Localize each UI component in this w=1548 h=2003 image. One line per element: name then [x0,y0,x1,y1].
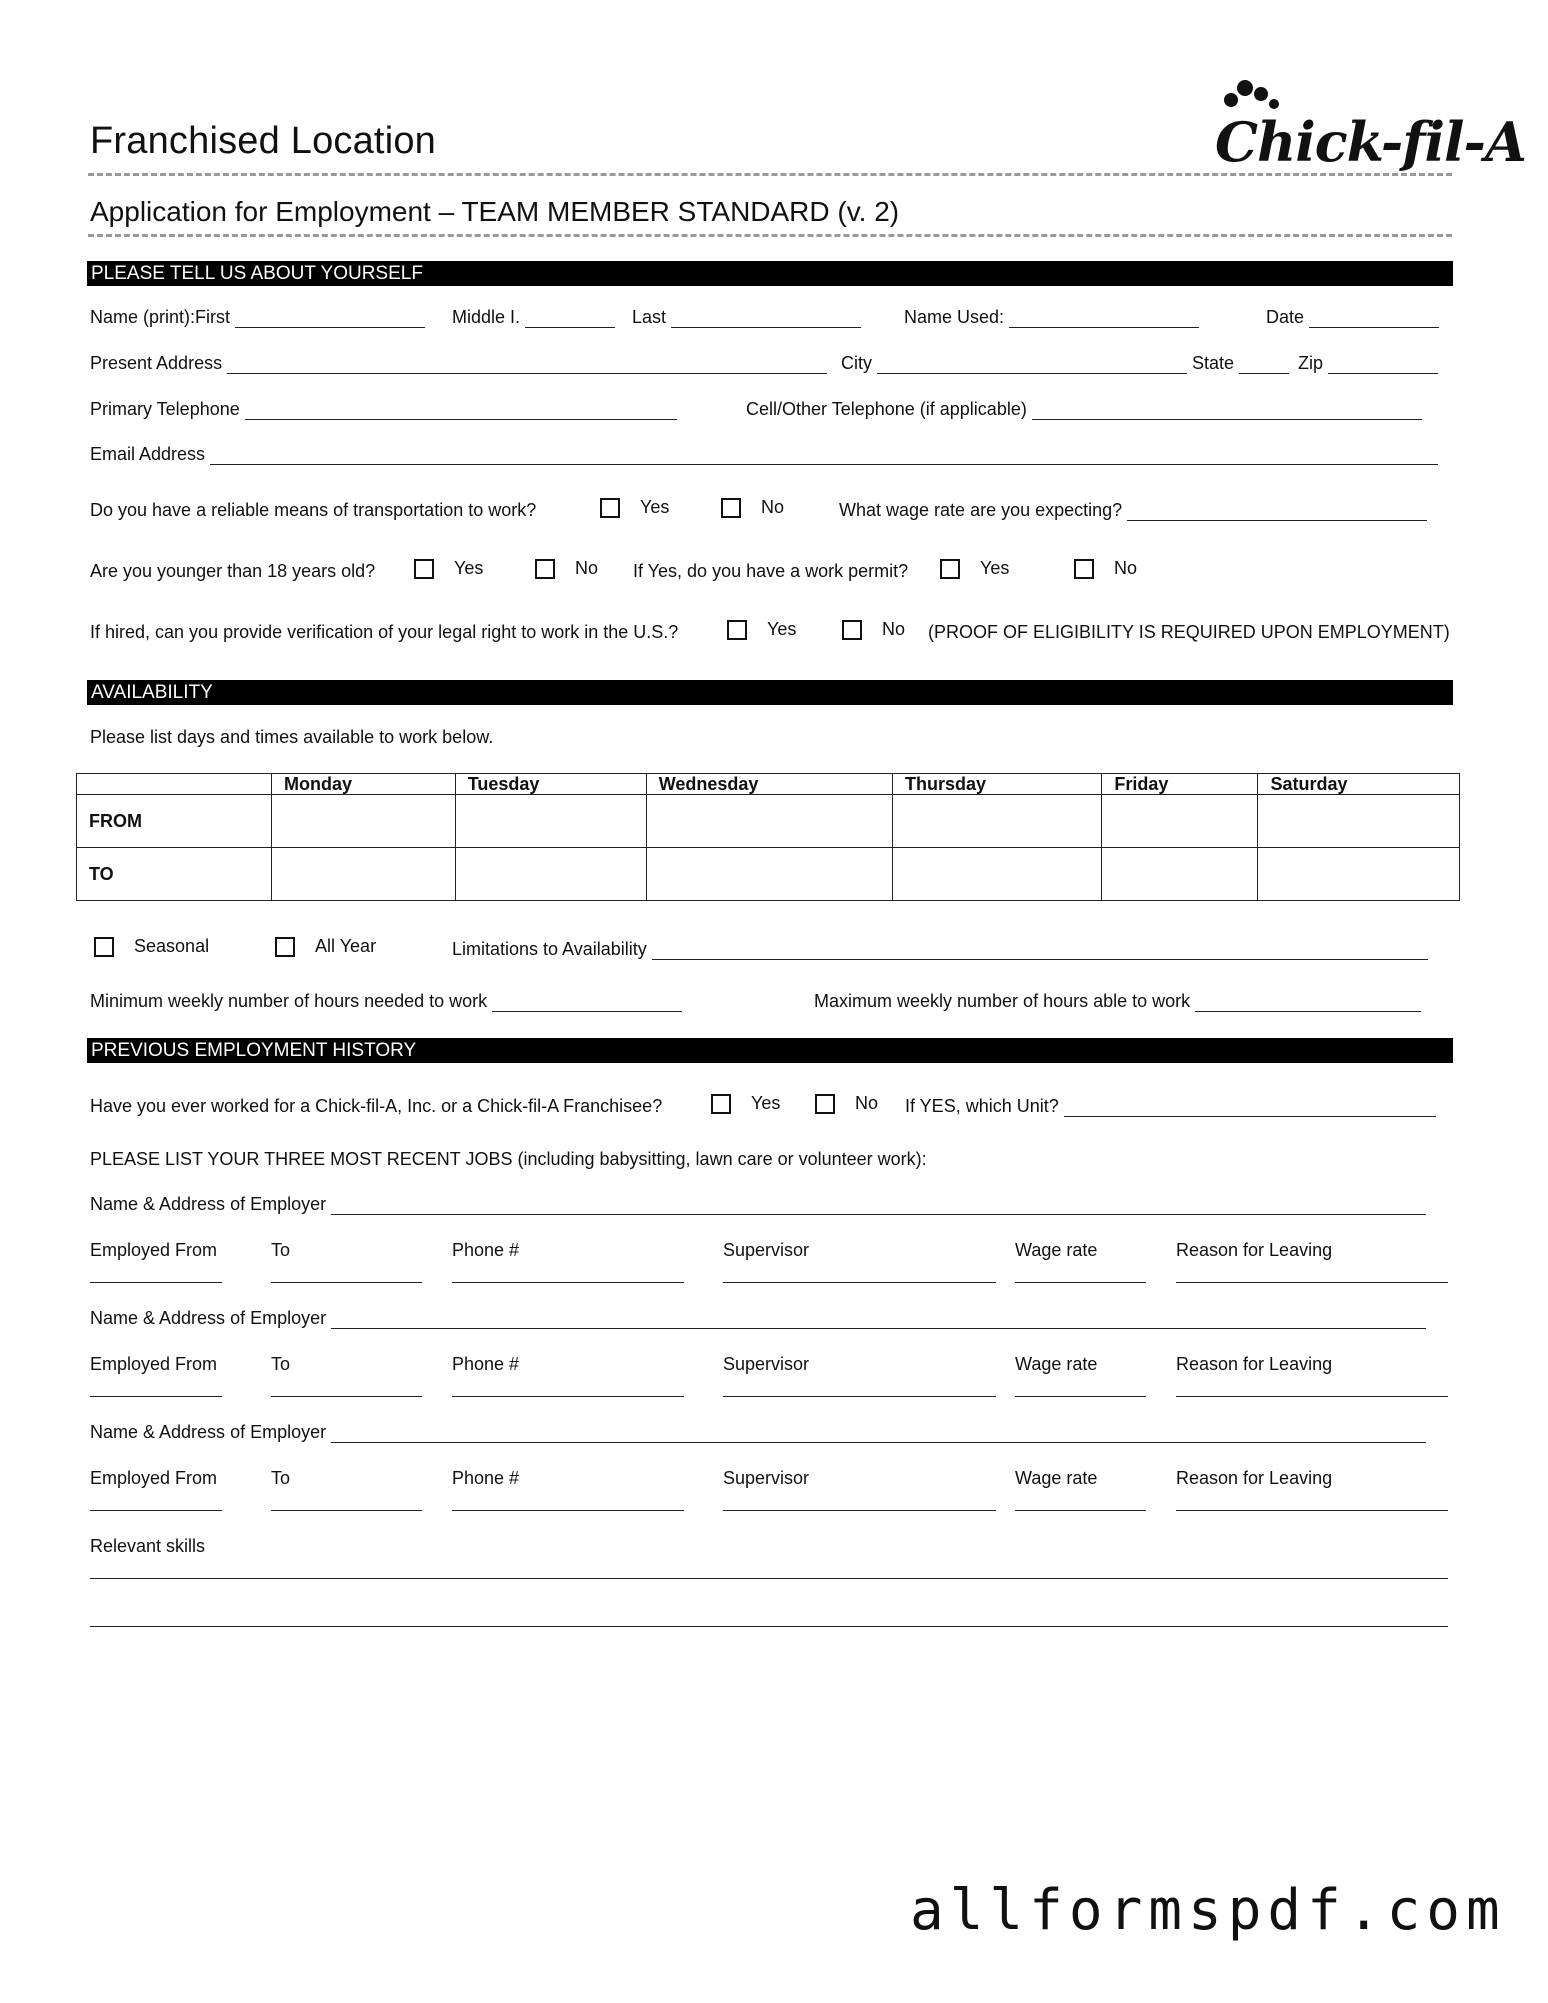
job3-phone-field[interactable] [452,1510,684,1511]
job3-to-label: To [271,1468,291,1488]
min-hours-group [90,991,682,1012]
from-wednesday-cell[interactable] [646,795,892,848]
max-hours-group [814,991,1421,1012]
form-subtitle: Application for Employment – TEAM MEMBER STANDARD (v. 2) [90,196,900,227]
transport-no-checkbox[interactable] [721,498,741,518]
header-divider [88,173,1452,176]
job1-reason-label: Reason for Leaving [1176,1240,1333,1260]
job2-reason-label: Reason for Leaving [1176,1354,1333,1374]
worked-yes-label: Yes [751,1093,781,1113]
date-field[interactable] [1309,310,1439,328]
name-used-field[interactable] [1009,310,1199,328]
legal-no-label: No [882,619,906,639]
job3-phone-label: Phone # [452,1468,520,1488]
job1-supervisor-label: Supervisor [723,1240,810,1260]
job1-wage-field[interactable] [1015,1282,1146,1283]
limitations-field[interactable] [652,942,1428,960]
job2-supervisor-label: Supervisor [723,1354,810,1374]
cell-phone-field[interactable] [1032,402,1422,420]
date-group [1266,307,1439,328]
primary-phone-field[interactable] [245,402,677,420]
wage-field[interactable] [1127,503,1427,521]
chick-head-icon [1221,78,1281,112]
worked-no-checkbox[interactable] [815,1094,835,1114]
job2-phone-field[interactable] [452,1396,684,1397]
from-monday-cell[interactable] [272,795,456,848]
job1-from-field[interactable] [90,1282,222,1283]
job3-wage-label: Wage rate [1015,1468,1098,1488]
which-unit-label: If YES, which Unit? [905,1096,1059,1116]
job3-employer-label: Name & Address of Employer [90,1422,327,1442]
job1-employer-label: Name & Address of Employer [90,1194,327,1214]
last-name-group [632,307,861,328]
legal-question: If hired, can you provide verification of your legal right to work in the U.S.? [90,622,679,642]
state-field[interactable] [1239,356,1289,374]
job1-to-field[interactable] [271,1282,422,1283]
age-no-group [535,558,598,579]
permit-no-checkbox[interactable] [1074,559,1094,579]
job2-to-field[interactable] [271,1396,422,1397]
last-name-label: Last [632,307,667,327]
legal-yes-checkbox[interactable] [727,620,747,640]
zip-field[interactable] [1328,356,1438,374]
to-tuesday-cell[interactable] [455,848,646,901]
job3-employer-field[interactable] [331,1425,1426,1443]
age-yes-label: Yes [454,558,484,578]
all-year-checkbox[interactable] [275,937,295,957]
job2-employer-group [90,1308,1426,1329]
job1-phone-label: Phone # [452,1240,520,1260]
day-header-wednesday: Wednesday [646,774,892,795]
job2-employer-label: Name & Address of Employer [90,1308,327,1328]
availability-table [76,773,1460,901]
email-group [90,444,1438,465]
worked-question: Have you ever worked for a Chick-fil-A, Inc. or a Chick-fil-A Franchisee? [90,1096,663,1116]
city-group [841,353,1187,374]
availability-from-row [77,795,1460,848]
name-used-label: Name Used: [904,307,1005,327]
first-name-field[interactable] [235,310,425,328]
from-saturday-cell[interactable] [1258,795,1460,848]
from-tuesday-cell[interactable] [455,795,646,848]
job3-wage-field[interactable] [1015,1510,1146,1511]
job2-supervisor-field[interactable] [723,1396,996,1397]
to-label: TO [77,848,272,901]
max-hours-label: Maximum weekly number of hours able to work [814,991,1191,1011]
seasonal-label: Seasonal [134,936,210,956]
job2-to-label: To [271,1354,291,1374]
zip-label: Zip [1298,353,1324,373]
job1-from-label: Employed From [90,1240,218,1260]
worked-yes-group [711,1093,780,1114]
city-field[interactable] [877,356,1187,374]
city-label: City [841,353,872,373]
job3-reason-label: Reason for Leaving [1176,1468,1333,1488]
to-friday-cell[interactable] [1102,848,1258,901]
name-print-label: Name (print): [90,307,196,327]
present-address-field[interactable] [227,356,827,374]
to-monday-cell[interactable] [272,848,456,901]
primary-phone-group [90,399,677,420]
section-heading-about-yourself: PLEASE TELL US ABOUT YOURSELF [87,261,1453,286]
relevant-skills-line-2[interactable] [90,1626,1448,1627]
cell-phone-label: Cell/Other Telephone (if applicable) [746,399,1027,419]
age-yes-checkbox[interactable] [414,559,434,579]
job1-reason-field[interactable] [1176,1282,1448,1283]
seasonal-group [94,936,209,957]
limitations-label: Limitations to Availability [452,939,647,959]
wage-group [839,500,1427,521]
job2-reason-field[interactable] [1176,1396,1448,1397]
legal-yes-label: Yes [767,619,797,639]
availability-instruction: Please list days and times available to work below. [90,727,494,747]
middle-initial-label: Middle I. [452,307,521,327]
to-saturday-cell[interactable] [1258,848,1460,901]
age-question: Are you younger than 18 years old? [90,561,376,581]
day-header-tuesday: Tuesday [455,774,646,795]
transport-no-group [721,497,784,518]
job2-wage-label: Wage rate [1015,1354,1098,1374]
day-header-friday: Friday [1102,774,1258,795]
wage-question: What wage rate are you expecting? [839,500,1123,520]
to-wednesday-cell[interactable] [646,848,892,901]
permit-no-group [1074,558,1137,579]
relevant-skills-label: Relevant skills [90,1536,206,1556]
age-no-label: No [575,558,599,578]
permit-question: If Yes, do you have a work permit? [633,561,909,581]
transport-yes-checkbox[interactable] [600,498,620,518]
day-header-saturday: Saturday [1258,774,1460,795]
day-header-thursday: Thursday [892,774,1101,795]
present-address-label: Present Address [90,353,223,373]
relevant-skills-line-1[interactable] [90,1578,1448,1579]
all-year-label: All Year [315,936,377,956]
address-group [90,353,827,374]
job2-from-label: Employed From [90,1354,218,1374]
limitations-group [452,939,1428,960]
job3-employer-group [90,1422,1426,1443]
to-thursday-cell[interactable] [892,848,1101,901]
age-yes-group [414,558,483,579]
day-header-monday: Monday [272,774,456,795]
which-unit-group [905,1096,1436,1117]
availability-to-row [77,848,1460,901]
from-label: FROM [77,795,272,848]
subtitle-divider [88,234,1452,237]
min-hours-field[interactable] [492,994,682,1012]
section-heading-availability: AVAILABILITY [87,680,1453,705]
logo-wordmark: Chick-fil-A [1215,110,1526,174]
job1-wage-label: Wage rate [1015,1240,1098,1260]
form-title: Franchised Location [90,120,437,162]
date-label: Date [1266,307,1305,327]
which-unit-field[interactable] [1064,1099,1436,1117]
transport-yes-label: Yes [640,497,670,517]
middle-initial-field[interactable] [525,310,615,328]
availability-corner-cell [77,774,272,795]
name-used-group [904,307,1199,328]
age-no-checkbox[interactable] [535,559,555,579]
from-thursday-cell[interactable] [892,795,1101,848]
job1-employer-group [90,1194,1426,1215]
job2-phone-label: Phone # [452,1354,520,1374]
all-year-group [275,936,376,957]
worked-no-group [815,1093,878,1114]
proof-note: (PROOF OF ELIGIBILITY IS REQUIRED UPON EMPLOYMENT) [928,622,1450,642]
permit-yes-label: Yes [980,558,1010,578]
section-heading-employment-history: PREVIOUS EMPLOYMENT HISTORY [87,1038,1453,1063]
primary-phone-label: Primary Telephone [90,399,240,419]
legal-no-checkbox[interactable] [842,620,862,640]
middle-initial-group [452,307,615,328]
transport-question: Do you have a reliable means of transportation to work? [90,500,537,520]
job3-supervisor-field[interactable] [723,1510,996,1511]
job1-employer-field[interactable] [331,1197,1426,1215]
state-label: State [1192,353,1235,373]
job2-wage-field[interactable] [1015,1396,1146,1397]
availability-header-row [77,774,1460,795]
worked-yes-checkbox[interactable] [711,1094,731,1114]
legal-no-group [842,619,905,640]
job1-to-label: To [271,1240,291,1260]
last-name-field[interactable] [671,310,861,328]
job2-from-field[interactable] [90,1396,222,1397]
site-watermark: allformspdf.com [910,1878,1506,1943]
job3-supervisor-label: Supervisor [723,1468,810,1488]
seasonal-checkbox[interactable] [94,937,114,957]
job3-from-label: Employed From [90,1468,218,1488]
job1-phone-field[interactable] [452,1282,684,1283]
job3-from-field[interactable] [90,1510,222,1511]
state-group [1192,353,1289,374]
max-hours-field[interactable] [1195,994,1421,1012]
email-label: Email Address [90,444,206,464]
email-field[interactable] [210,447,1438,465]
job2-employer-field[interactable] [331,1311,1426,1329]
permit-no-label: No [1114,558,1138,578]
zip-group [1298,353,1438,374]
permit-yes-checkbox[interactable] [940,559,960,579]
cell-phone-group [746,399,1422,420]
recent-jobs-instruction: PLEASE LIST YOUR THREE MOST RECENT JOBS (including babysitting, lawn care or volunteer work): [90,1149,927,1169]
transport-yes-group [600,497,669,518]
chick-fil-a-logo [1215,78,1526,178]
first-name-label: First [195,307,231,327]
worked-no-label: No [855,1093,879,1113]
job3-reason-field[interactable] [1176,1510,1448,1511]
legal-yes-group [727,619,796,640]
job3-to-field[interactable] [271,1510,422,1511]
permit-yes-group [940,558,1009,579]
from-friday-cell[interactable] [1102,795,1258,848]
min-hours-label: Minimum weekly number of hours needed to work [90,991,488,1011]
name-row [90,307,425,328]
job1-supervisor-field[interactable] [723,1282,996,1283]
transport-no-label: No [761,497,785,517]
